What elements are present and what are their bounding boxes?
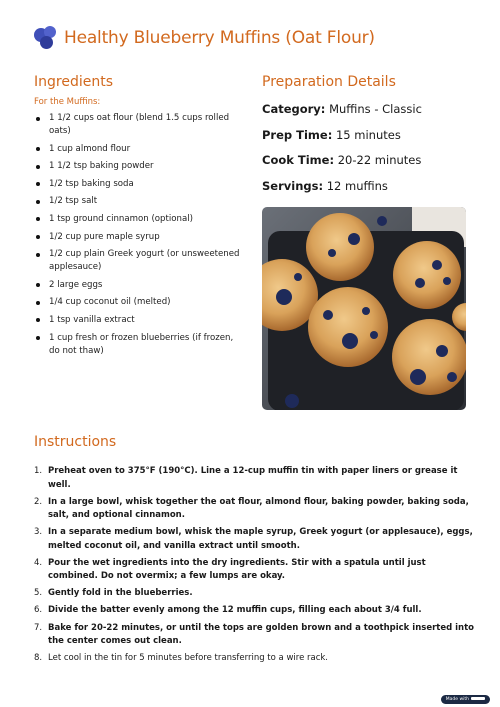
instruction-step [34, 622, 474, 649]
ingredient-item: 1/2 tsp baking soda [34, 178, 244, 191]
instructions-heading: Instructions [34, 434, 117, 450]
step-number: 2. [34, 496, 43, 507]
instructions-list [34, 465, 474, 669]
ingredients-subheading: For the Muffins: [34, 97, 101, 107]
step-number: 6. [34, 605, 43, 616]
step-text: Let cool in the tin for 5 minutes before transferring to a wire rack. [48, 653, 328, 664]
instruction-step [34, 557, 474, 584]
detail-row [262, 179, 472, 193]
blueberry-logo-icon [34, 26, 58, 50]
step-number: 4. [34, 557, 43, 568]
ingredient-item: 2 large eggs [34, 279, 244, 292]
detail-label: Servings: [262, 178, 324, 193]
step-number: 1. [34, 466, 43, 476]
recipe-title: Healthy Blueberry Muffins (Oat Flour) [64, 28, 375, 48]
muffins-photo [262, 207, 466, 410]
ingredient-item: 1 tsp vanilla extract [34, 314, 244, 327]
step-text: Bake for 20-22 minutes, or until the tops are golden brown and a toothpick inserted into the center comes out clean. [48, 622, 475, 647]
made-with-badge[interactable] [441, 695, 490, 704]
detail-row [262, 153, 472, 167]
ingredient-item: 1 1/2 tsp baking powder [34, 160, 244, 173]
step-text: In a large bowl, whisk together the oat flour, almond flour, baking powder, baking soda, salt, and optional cinnamon. [48, 496, 469, 521]
step-text: Gently fold in the blueberries. [48, 588, 193, 599]
detail-value: 12 muffins [326, 178, 388, 193]
detail-label: Cook Time: [262, 153, 335, 168]
step-number: 7. [34, 622, 43, 633]
step-text: Pour the wet ingredients into the dry ingredients. Stir with a spatula until just combined. Do not overmix; a few lumps are okay. [48, 557, 426, 582]
detail-value: Muffins - Classic [329, 102, 422, 116]
detail-row [262, 128, 472, 142]
instruction-step [34, 652, 474, 666]
instruction-step [34, 587, 474, 601]
detail-value: 20-22 minutes [337, 153, 422, 168]
ingredient-item: 1 1/2 cups oat flour (blend 1.5 cups rolled oats) [34, 112, 244, 138]
preparation-heading: Preparation Details [262, 74, 396, 90]
step-number: 5. [34, 588, 43, 599]
ingredient-item: 1/2 tsp salt [34, 195, 244, 208]
step-text: In a separate medium bowl, whisk the maple syrup, Greek yogurt (or applesauce), eggs, melted coconut oil, and vanilla extract until smooth. [48, 527, 473, 551]
instruction-step [34, 604, 474, 618]
step-text: Divide the batter evenly among the 12 muffin cups, filling each about 3/4 full. [48, 605, 422, 616]
ingredient-item: 1/2 cup plain Greek yogurt (or unsweetened applesauce) [34, 248, 244, 274]
detail-value: 15 minutes [335, 127, 401, 142]
ingredient-item: 1 cup almond flour [34, 143, 244, 156]
ingredients-list [34, 112, 244, 362]
ingredient-item: 1 tsp ground cinnamon (optional) [34, 213, 244, 226]
ingredients-heading: Ingredients [34, 74, 113, 90]
detail-label: Category: [262, 102, 326, 116]
ingredient-item: 1/4 cup coconut oil (melted) [34, 296, 244, 309]
title-row [34, 26, 375, 50]
step-number: 3. [34, 527, 43, 538]
ingredient-item: 1/2 cup pure maple syrup [34, 231, 244, 244]
instruction-step [34, 526, 474, 553]
preparation-details [262, 102, 472, 204]
step-text: Preheat oven to 375°F (190°C). Line a 12-cup muffin tin with paper liners or grease it well. [48, 466, 458, 490]
detail-label: Prep Time: [262, 127, 333, 142]
instruction-step [34, 465, 474, 492]
made-with-label: Made with [445, 697, 469, 702]
instruction-step [34, 496, 474, 523]
ingredient-item: 1 cup fresh or frozen blueberries (if frozen, do not thaw) [34, 332, 244, 358]
brand-logo-icon [471, 697, 485, 700]
detail-row [262, 102, 472, 116]
step-number: 8. [34, 653, 43, 664]
